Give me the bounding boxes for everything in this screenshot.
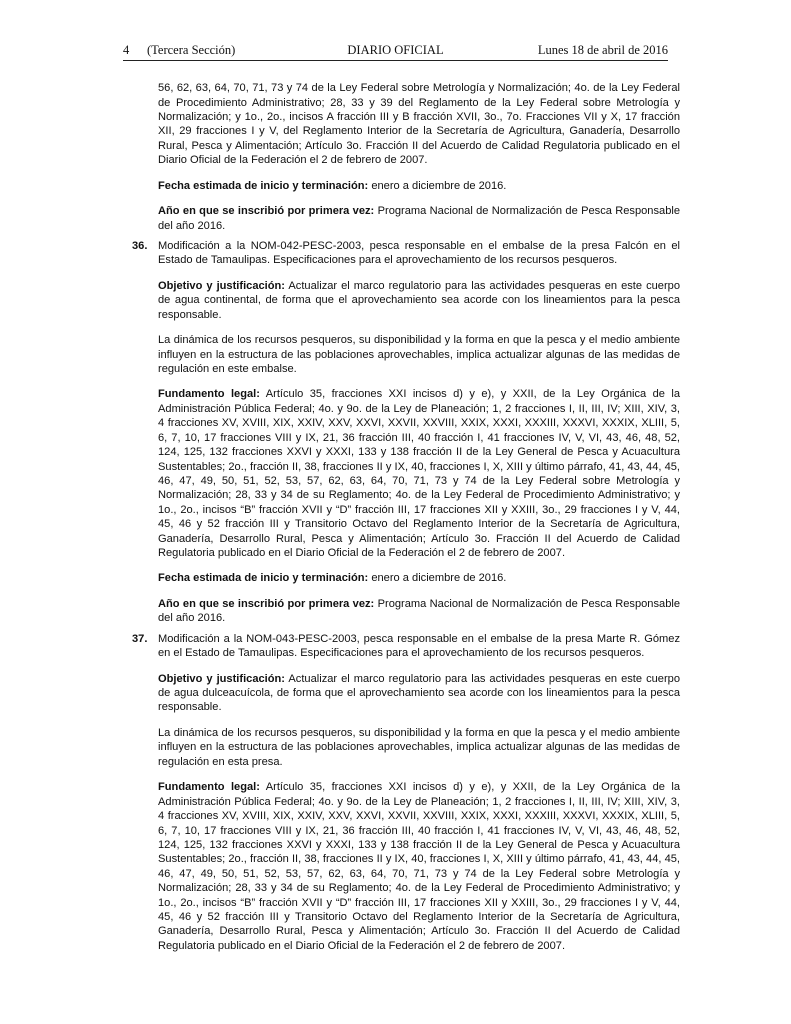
fundamento-label: Fundamento legal: — [158, 388, 260, 401]
fecha-paragraph — [158, 571, 680, 585]
document-body — [123, 70, 680, 959]
publication-date: Lunes 18 de abril de 2016 — [537, 43, 668, 57]
anio-paragraph — [158, 204, 680, 233]
fundamento-paragraph — [158, 780, 680, 953]
anio-text: Programa Nacional de Normalización de Pesca Responsable del año 2016. — [158, 597, 680, 625]
list-item-37 — [123, 632, 680, 661]
objetivo-text: Actualizar el marco regulatorio para las actividades pesqueras en este cuerpo de agua dulceacuícola, de forma que el aprovechamiento sea acorde con los lineamientos para la pesca responsable. — [158, 672, 680, 714]
fundamento-text: Artículo 35, fracciones XXI incisos d) y e), y XXII, de la Ley Orgánica de la Administración Pública Federal; 4o. y 9o. de la Ley de Planeación; 1, 2 fracciones I, II, III, IV; XIII, XIV, 3, 4 fracciones XV, XVIII, XIX, XXIV, XXV, XXVI, XXVII, XXVIII, XXIX, XXXI, XXXIII, XXXVI, XXXIX, XLIII, 5, 6, 7, 10, 17 fracciones VIII y IX, 21, 36 fracción III, 40 fracción I, 41 fracciones IV, V, VI, 43, 46, 48, 52, 124, 125, 132 fracciones XXVI y XXXI, 133 y 138 fracción II de la Ley General de Pesca y Acuacultura Sustentables; 2o., fracción II, 38, fracciones II y IX, 40, fracciones I, X, XIII y último párrafo, 41, 43, 44, 45, 46, 47, 49, 50, 51, 52, 53, 57, 62, 63, 64, 70, 71, 73 y 74 de la Ley Federal sobre Metrología y Normalización; 28, 33 y 34 de su Reglamento; 4o. de la Ley Federal de Procedimiento Administrativo; y 1o., 2o., incisos “B” fracción XVII y “D” fracción III, 17 fracciones XII y XXIII, 3o., 29 fracciones I y V, 44, 45, 46 y 52 fracción III y Transitorio Octavo del Reglamento Interior de la Secretaría de Agricultura, Ganadería, Desarrollo Rural, Pesca y Alimentación; Artículo 3o. Fracción II del Acuerdo de Calidad Regulatoria publicado en el Diario Oficial de la Federación el 2 de febrero de 2007. — [158, 781, 680, 952]
list-item-36 — [123, 239, 680, 268]
header-rule — [123, 60, 668, 61]
anio-text: Programa Nacional de Normalización de Pesca Responsable del año 2016. — [158, 205, 680, 232]
objetivo-label: Objetivo y justificación: — [158, 279, 285, 292]
objetivo-label: Objetivo y justificación: — [158, 672, 285, 685]
item-number: 36. — [132, 239, 148, 252]
fecha-text: enero a diciembre de 2016. — [368, 179, 507, 192]
fundamento-paragraph — [158, 387, 680, 560]
item-title: Modificación a la NOM-043-PESC-2003, pesca responsable en el embalse de la presa Marte R. Gómez en el Estado de Tamaulipas. Especificaciones para el aprovechamiento de los recursos pesqueros. — [158, 632, 680, 660]
anio-label: Año en que se inscribió por primera vez: — [158, 205, 375, 218]
dinamica-paragraph: La dinámica de los recursos pesqueros, su disponibilidad y la forma en que la pesca y el medio ambiente influyen en la estructura de las poblaciones aprovechables, implica actualizar algunas de las medidas de regulación en esta presa. — [158, 726, 680, 768]
objetivo-text: Actualizar el marco regulatorio para las actividades pesqueras en este cuerpo de agua continental, de forma que el aprovechamiento sea acorde con los lineamientos para la pesca responsable. — [158, 279, 680, 321]
fecha-paragraph — [158, 179, 680, 193]
objetivo-paragraph — [158, 279, 680, 322]
fecha-label: Fecha estimada de inicio y terminación: — [158, 572, 369, 585]
anio-paragraph — [158, 597, 680, 626]
continuation-paragraph: 56, 62, 63, 64, 70, 71, 73 y 74 de la Ley Federal sobre Metrología y Normalización; 4o. de la Ley Federal de Procedimiento Administrativo; 28, 33 y 39 del Reglamento de la Ley Federal sobre Metrología y Normalización; y 1o., 2o., incisos A fracción III y B fracción XVII, 3o., 7o. Fracciones VII y X, 17 fracción XII, 29 fracciones I y V, del Reglamento Interior de la Secretaría de Agricultura, Ganadería, Desarrollo Rural, Pesca y Alimentación; Artículo 3o. Fracción II del Acuerdo de Calidad Regulatoria publicado en el Diario Oficial de la Federación el 2 de febrero de 2007. — [158, 82, 680, 167]
item-number: 37. — [132, 632, 148, 645]
objetivo-paragraph — [158, 672, 680, 715]
item-title: Modificación a la NOM-042-PESC-2003, pesca responsable en el embalse de la presa Falcón en el Estado de Tamaulipas. Especificaciones para el aprovechamiento de los recursos pesqueros. — [158, 239, 680, 267]
dinamica-paragraph: La dinámica de los recursos pesqueros, su disponibilidad y la forma en que la pesca y el medio ambiente influyen en la estructura de las poblaciones aprovechables, implica actualizar algunas de las medidas de regulación en este embalse. — [158, 334, 680, 375]
fundamento-text: Artículo 35, fracciones XXI incisos d) y e), y XXII, de la Ley Orgánica de la Administración Pública Federal; 4o. y 9o. de la Ley de Planeación; 1, 2 fracciones I, II, III, IV; XIII, XIV, 3, 4 fracciones XV, XVIII, XIX, XXIV, XXV, XXVI, XXVII, XXVIII, XXIX, XXXI, XXXIII, XXXVI, XXXIX, XLIII, 5, 6, 7, 10, 17 fracciones VIII y IX, 21, 36 fracción III, 40 fracción I, 41 fracciones IV, V, VI, 43, 46, 48, 52, 124, 125, 132 fracciones XXVI y XXXI, 133 y 138 fracción II de la Ley General de Pesca y Acuacultura Sustentables; 2o., fracción II, 38, fracciones II y IX, 40, fracciones I, X, XIII y último párrafo, 41, 43, 44, 45, 46, 47, 49, 50, 51, 52, 53, 57, 62, 63, 64, 70, 71, 73 y 74 de la Ley Federal sobre Metrología y Normalización; 28, 33 y 34 de su Reglamento; 4o. de la Ley Federal de Procedimiento Administrativo; y 1o., 2o., incisos “B” fracción XVII y “D” fracción III, 17 fracciones XII y XXIII, 3o., 29 fracciones I y V, 44, 45, 46 y 52 fracción III y Transitorio Octavo del Reglamento Interior de la Secretaría de Agricultura, Ganadería, Desarrollo Rural, Pesca y Alimentación; Artículo 3o. Fracción II del Acuerdo de Calidad Regulatoria publicado en el Diario Oficial de la Federación el 2 de febrero de 2007. — [158, 388, 680, 559]
page-number: 4 — [123, 43, 130, 57]
fecha-label: Fecha estimada de inicio y terminación: — [158, 179, 369, 192]
fecha-text: enero a diciembre de 2016. — [368, 572, 507, 585]
page-header — [123, 43, 668, 61]
anio-label: Año en que se inscribió por primera vez: — [158, 597, 375, 610]
fundamento-label: Fundamento legal: — [158, 781, 260, 794]
publication-title: DIARIO OFICIAL — [347, 43, 444, 57]
section-label: (Tercera Sección) — [147, 43, 236, 57]
